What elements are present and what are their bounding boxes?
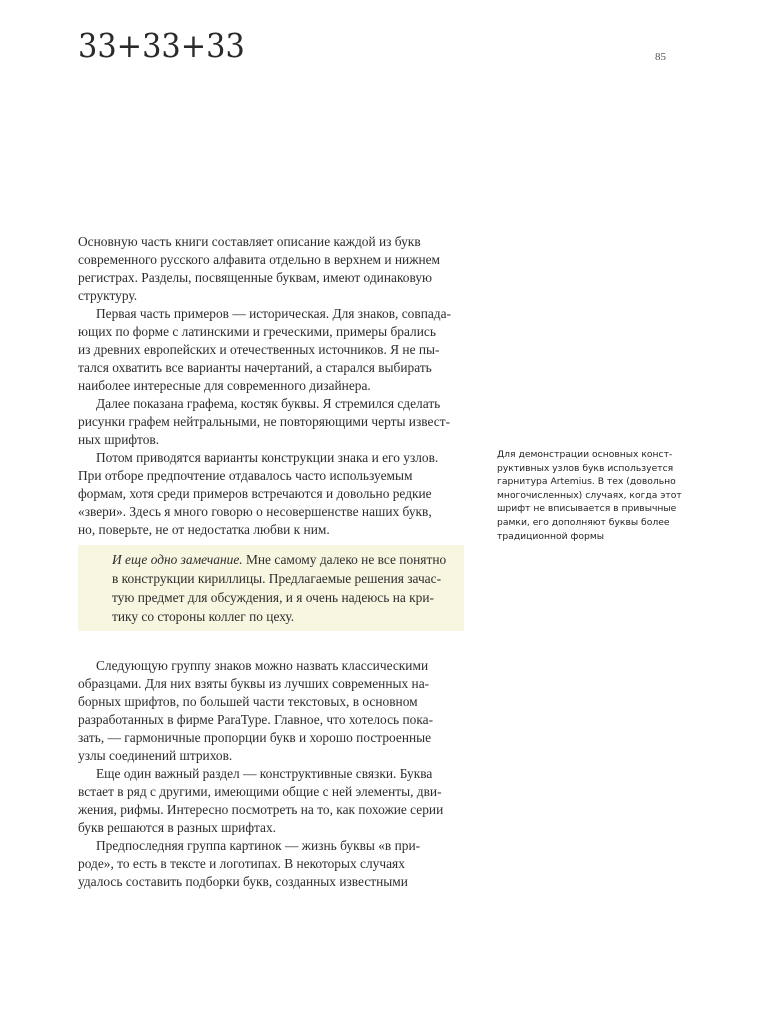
note-line: тику со стороны коллег по цеху. bbox=[112, 609, 295, 624]
paragraph-line: Далее показана графема, костяк буквы. Я стремился сделать bbox=[96, 396, 441, 411]
paragraph-line: «звери». Здесь я много говорю о несовершенстве наших букв, bbox=[78, 504, 432, 519]
sidenote-line: рамки, его дополняют буквы более bbox=[497, 516, 670, 528]
paragraph-line: букв решаются в разных шрифтах. bbox=[78, 820, 277, 835]
paragraph-line: Первая часть примеров — историческая. Для знаков, совпада- bbox=[96, 306, 452, 321]
paragraph-line: зать, — гармоничные пропорции букв и хорошо построенные bbox=[78, 730, 432, 745]
sidenote-line: Для демонстрации основных конст- bbox=[497, 449, 673, 460]
paragraph-line: Основную часть книги составляет описание каждой из букв bbox=[78, 234, 421, 249]
sidenote-line: многочисленных) случаях, когда этот bbox=[497, 489, 682, 501]
sidenote-line: шрифт не вписывается в привычные bbox=[497, 503, 677, 515]
note-line-rest: Мне самому далеко не все понятно bbox=[242, 552, 447, 567]
note-line: в конструкции кириллицы. Предлагаемые решения зачас- bbox=[112, 571, 442, 586]
paragraph-line: современного русского алфавита отдельно в верхнем и нижнем bbox=[78, 252, 441, 267]
paragraph-line: регистрах. Разделы, посвященные буквам, имеют одинаковую bbox=[78, 270, 433, 285]
paragraph-line: узлы соединений штрихов. bbox=[78, 748, 233, 763]
paragraph-line: Предпоследняя группа картинок — жизнь буквы «в при- bbox=[96, 838, 421, 853]
sidenote-line: гарнитура Artemius. В тех (довольно bbox=[497, 476, 676, 488]
paragraph-line: Еще один важный раздел — конструктивные связки. Буква bbox=[96, 766, 433, 781]
note-line: тую предмет для обсуждения, и я очень надеюсь на кри- bbox=[112, 590, 434, 605]
page-number: 85 bbox=[655, 51, 666, 63]
note-text bbox=[112, 550, 446, 626]
paragraph-line: образцами. Для них взяты буквы из лучших современных на- bbox=[78, 676, 430, 691]
paragraph-line: но, поверьте, не от недостатка любви к ним. bbox=[78, 522, 330, 537]
paragraph-line: встает в ряд с другими, имеющими общие с ней элементы, дви- bbox=[78, 784, 442, 799]
paragraph-line: жения, рифмы. Интересно посмотреть на то, как похожие серии bbox=[78, 802, 444, 817]
paragraph-line: борных шрифтов, по большей части текстовых, в основном bbox=[78, 694, 418, 709]
paragraph-line: тался охватить все варианты начертаний, а старался выбирать bbox=[78, 360, 432, 375]
note-line bbox=[112, 550, 446, 569]
paragraph-line: структуру. bbox=[78, 288, 138, 303]
paragraph-line: разработанных в фирме ParaType. Главное, что хотелось пока- bbox=[78, 712, 434, 727]
body-text-block-2 bbox=[78, 657, 464, 891]
paragraph-line: Следующую группу знаков можно назвать классическими bbox=[96, 658, 429, 673]
paragraph-line: наиболее интересные для современного дизайнера. bbox=[78, 378, 371, 393]
paragraph-line: из древних европейских и отечественных источников. Я не пы- bbox=[78, 342, 440, 357]
sidenote bbox=[497, 448, 687, 543]
paragraph-line: роде», то есть в тексте и логотипах. В некоторых случаях bbox=[78, 856, 405, 871]
paragraph-line: Потом приводятся варианты конструкции знака и его узлов. bbox=[96, 450, 439, 465]
paragraph-line: ющих по форме с латинскими и греческими, примеры брались bbox=[78, 324, 436, 339]
sidenote-line: традиционной формы bbox=[497, 530, 605, 542]
running-head: 33+33+33 bbox=[78, 26, 245, 65]
paragraph-line: формам, хотя среди примеров встречаются и довольно редкие bbox=[78, 486, 432, 501]
body-text-block-1 bbox=[78, 233, 464, 539]
paragraph-line: ных шрифтов. bbox=[78, 432, 160, 447]
note-lead: И еще одно замечание. bbox=[112, 552, 243, 567]
paragraph-line: рисунки графем нейтральными, не повторяющими черты извест- bbox=[78, 414, 451, 429]
sidenote-line: руктивных узлов букв используется bbox=[497, 462, 674, 474]
paragraph-line: удалось составить подборки букв, созданных известными bbox=[78, 874, 408, 889]
paragraph-line: При отборе предпочтение отдавалось часто используемым bbox=[78, 468, 413, 483]
